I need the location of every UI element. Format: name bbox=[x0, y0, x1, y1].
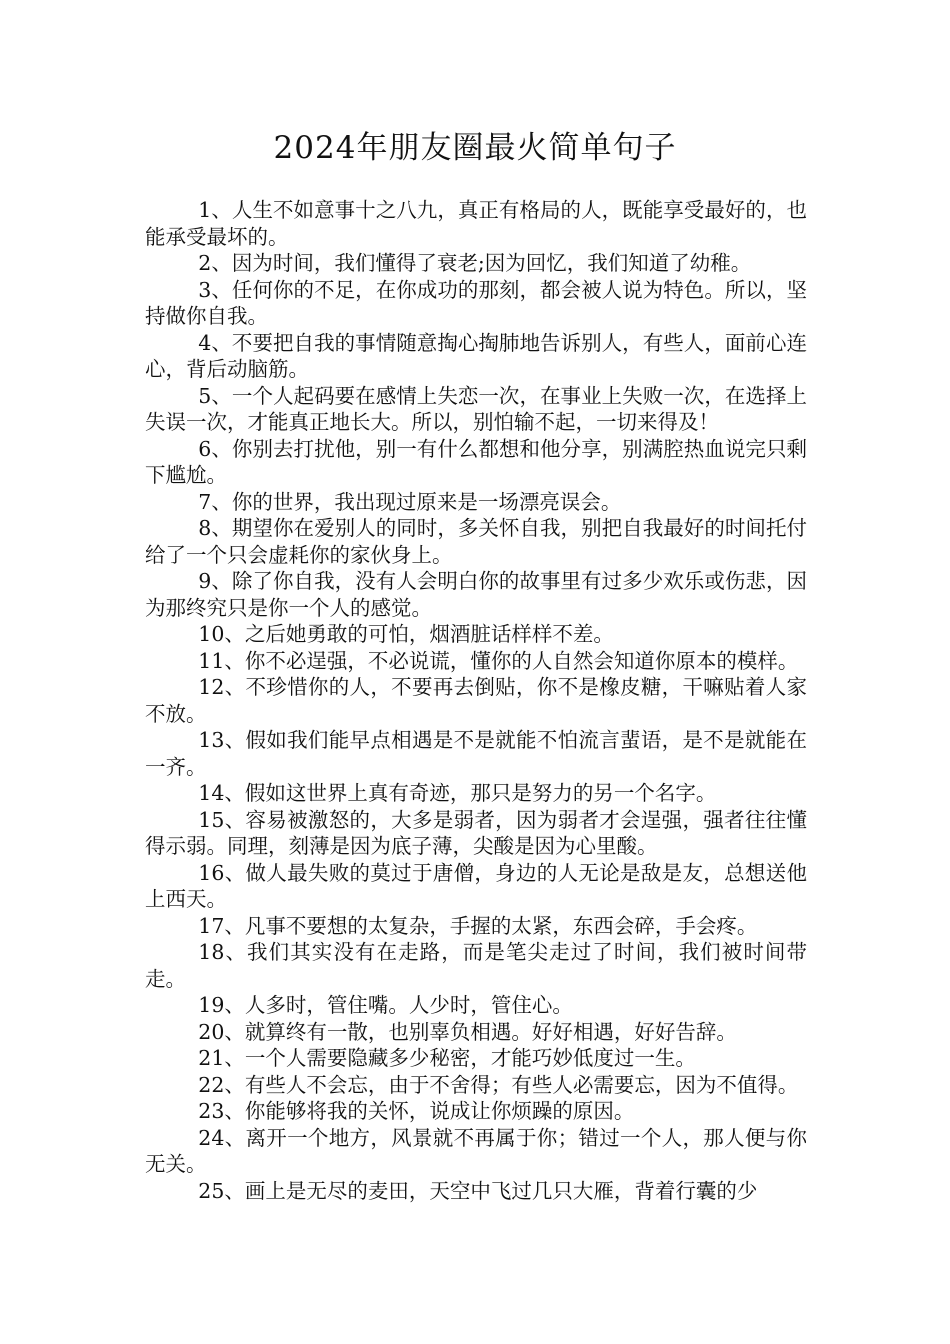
document-body bbox=[145, 197, 807, 1204]
paragraph-5: 5、一个人起码要在感情上失恋一次，在事业上失败一次，在选择上失误一次，才能真正地长大。所以，别怕输不起，一切来得及！ bbox=[145, 383, 807, 434]
paragraph-23: 23、你能够将我的关怀，说成让你烦躁的原因。 bbox=[198, 1099, 635, 1123]
paragraph-19: 19、人多时，管住嘴。人少时，管住心。 bbox=[198, 993, 573, 1017]
paragraph-21: 21、一个人需要隐藏多少秘密，才能巧妙低度过一生。 bbox=[198, 1046, 696, 1070]
paragraph-12: 12、不珍惜你的人，不要再去倒贴，你不是橡皮糖，干嘛贴着人家不放。 bbox=[145, 675, 807, 726]
paragraph-22: 22、有些人不会忘，由于不舍得；有些人必需要忘，因为不值得。 bbox=[198, 1072, 799, 1097]
paragraph-14: 14、假如这世界上真有奇迹，那只是努力的另一个名字。 bbox=[198, 781, 717, 805]
paragraph-10: 10、之后她勇敢的可怕，烟酒脏话样样不差。 bbox=[198, 622, 614, 646]
paragraph-7: 7、你的世界，我出现过原来是一场漂亮误会。 bbox=[198, 489, 622, 514]
paragraph-9: 9、除了你自我，没有人会明白你的故事里有过多少欢乐或伤悲，因为那终究只是你一个人的感觉。 bbox=[145, 569, 807, 620]
paragraph-6: 6、你别去打扰他，别一有什么都想和他分享，别满腔热血说完只剩下尴尬。 bbox=[145, 436, 807, 487]
paragraph-25: 25、画上是无尽的麦田，天空中飞过几只大雁，背着行囊的少 bbox=[198, 1178, 758, 1203]
paragraph-17: 17、凡事不要想的太复杂，手握的太紧，东西会碎，手会疼。 bbox=[198, 913, 758, 938]
paragraph-16: 16、做人最失败的莫过于唐僧，身边的人无论是敌是友，总想送他上西天。 bbox=[145, 860, 807, 911]
paragraph-24: 24、离开一个地方，风景就不再属于你；错过一个人，那人便与你无关。 bbox=[145, 1125, 807, 1176]
paragraph-18: 18、我们其实没有在走路，而是笔尖走过了时间，我们被时间带走。 bbox=[145, 940, 807, 991]
paragraph-15: 15、容易被激怒的，大多是弱者，因为弱者才会逞强，强者往往懂得示弱。同理，刻薄是因为底子薄，尖酸是因为心里酸。 bbox=[145, 807, 807, 858]
paragraph-3: 3、任何你的不足，在你成功的那刻，都会被人说为特色。所以，坚持做你自我。 bbox=[145, 277, 807, 328]
paragraph-20: 20、就算终有一散，也别辜负相遇。好好相遇，好好告辞。 bbox=[198, 1019, 737, 1044]
paragraph-4: 4、不要把自我的事情随意掏心掏肺地告诉别人，有些人，面前心连心，背后动脑筋。 bbox=[145, 330, 807, 381]
paragraph-13: 13、假如我们能早点相遇是不是就能不怕流言蜚语，是不是就能在一齐。 bbox=[145, 728, 807, 779]
paragraph-11: 11、你不必逞强，不必说谎，懂你的人自然会知道你原本的模样。 bbox=[198, 648, 799, 673]
paragraph-8: 8、期望你在爱别人的同时，多关怀自我，别把自我最好的时间托付给了一个只会虚耗你的家伙身上。 bbox=[145, 516, 807, 567]
paragraph-2: 2、因为时间，我们懂得了衰老;因为回忆，我们知道了幼稚。 bbox=[198, 251, 752, 275]
document-title: 2024年朋友圈最火简单句子 bbox=[273, 130, 677, 166]
paragraph-1: 1、人生不如意事十之八九，真正有格局的人，既能享受最好的，也能承受最坏的。 bbox=[145, 198, 807, 249]
